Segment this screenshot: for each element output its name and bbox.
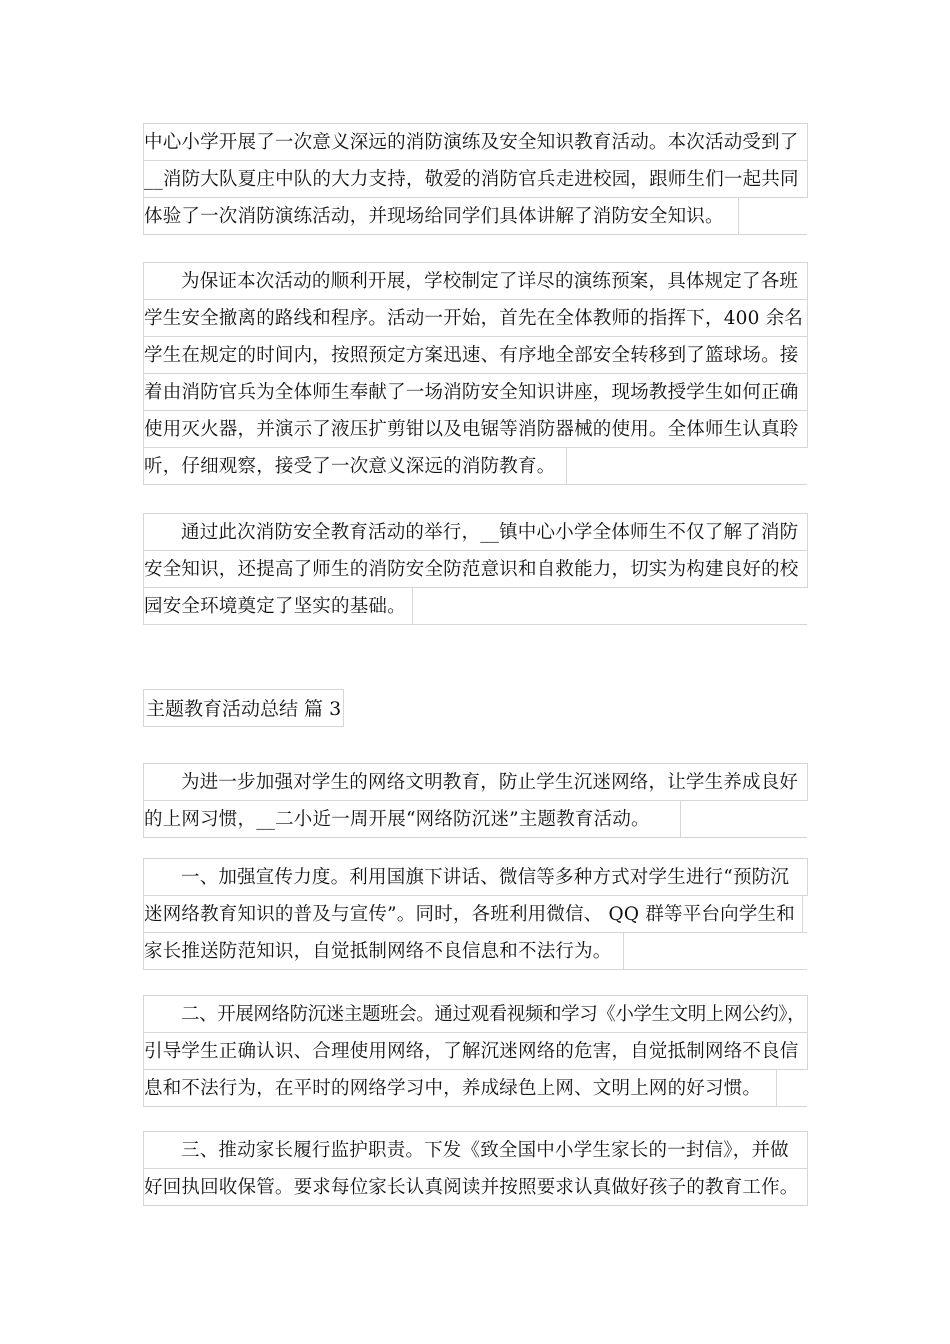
paragraph-fire-drill-intro: [143, 123, 807, 234]
text-line: 园安全环境奠定了坚实的基础。: [143, 587, 807, 625]
text-line: 为保证本次活动的顺利开展，学校制定了详尽的演练预案，具体规定了各班: [143, 262, 807, 300]
section-heading: 主题教育活动总结 篇 3: [143, 689, 344, 727]
text-line: 体验了一次消防演练活动，并现场给同学们具体讲解了消防安全知识。: [143, 197, 807, 235]
text-line: 听，仔细观察，接受了一次意义深远的消防教育。: [143, 447, 807, 485]
text-line: 迷网络教育知识的普及与宣传”。同时，各班利用微信、 QQ 群等平台向学生和: [143, 895, 807, 933]
text-line: 安全知识，还提高了师生的消防安全防范意识和自救能力，切实为构建良好的校: [143, 550, 807, 588]
paragraph-drill-process: [143, 262, 807, 484]
text-line: 的上网习惯，__二小近一周开展“网络防沉迷”主题教育活动。: [143, 800, 807, 838]
text-line: 着由消防官兵为全体师生奉献了一场消防安全知识讲座，现场教授学生如何正确: [143, 373, 807, 411]
text-line: 息和不法行为，在平时的网络学习中，养成绿色上网、文明上网的好习惯。: [143, 1069, 807, 1107]
text-line: 好回执回收保管。要求每位家长认真阅读并按照要求认真做好孩子的教育工作。: [143, 1168, 807, 1206]
text-line: 二、开展网络防沉迷主题班会。通过观看视频和学习《小学生文明上网公约》，: [143, 995, 807, 1033]
text-line: 三、推动家长履行监护职责。下发《致全国中小学生家长的一封信》，并做: [143, 1131, 807, 1169]
text-line: 一、加强宣传力度。利用国旗下讲话、微信等多种方式对学生进行“预防沉: [143, 858, 807, 896]
text-line: 引导学生正确认识、合理使用网络，了解沉迷网络的危害，自觉抵制网络不良信: [143, 1032, 807, 1070]
text-line: 学生安全撤离的路线和程序。活动一开始，首先在全体教师的指挥下，400 余名: [143, 299, 807, 337]
text-line: 中心小学开展了一次意义深远的消防演练及安全知识教育活动。本次活动受到了: [143, 123, 807, 161]
text-line: __消防大队夏庄中队的大力支持，敬爱的消防官兵走进校园，跟师生们一起共同: [143, 160, 807, 198]
text-line: 使用灭火器，并演示了液压扩剪钳以及电锯等消防器械的使用。全体师生认真聆: [143, 410, 807, 448]
paragraph-activity-outcome: [143, 513, 807, 624]
paragraph-class-meeting: [143, 995, 807, 1106]
paragraph-network-intro: [143, 763, 807, 837]
paragraph-publicity: [143, 858, 807, 969]
paragraph-parent-supervision: [143, 1131, 807, 1205]
text-line: 为进一步加强对学生的网络文明教育，防止学生沉迷网络，让学生养成良好: [143, 763, 807, 801]
text-line: 学生在规定的时间内，按照预定方案迅速、有序地全部安全转移到了篮球场。接: [143, 336, 807, 374]
text-line: 家长推送防范知识，自觉抵制网络不良信息和不法行为。: [143, 932, 807, 970]
text-line: 通过此次消防安全教育活动的举行，__镇中心小学全体师生不仅了解了消防: [143, 513, 807, 551]
